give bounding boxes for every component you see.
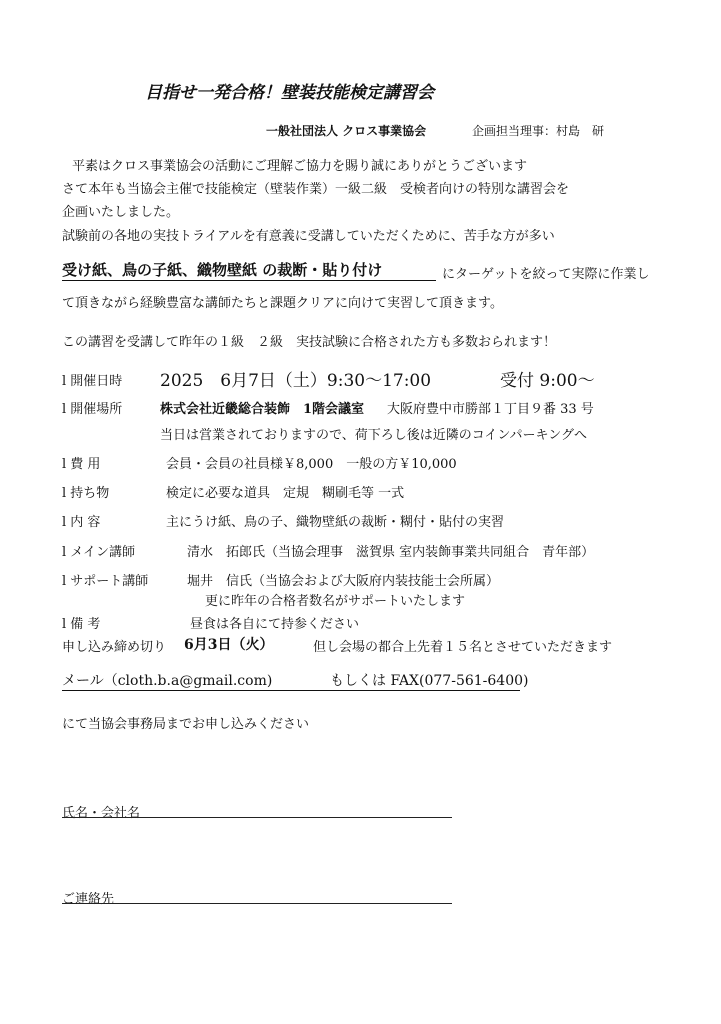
contact-email[interactable]: メール（cloth.b.a@gmail.com) xyxy=(62,670,520,691)
items-label: l 持ち物 xyxy=(62,486,110,501)
highlight-line-2: て頂きながら経験豊富な講師たちと課題クリアに向けて実習して頂きます。 xyxy=(62,296,503,311)
support-instructor-note: 更に昨年の合格者数名がサポートいたします xyxy=(205,594,466,609)
main-instructor-value: 清水 拓郎氏（当協会理事 滋賀県 室内装飾事業共同組合 青年部） xyxy=(187,545,595,560)
support-instructor-label: l サポート講師 xyxy=(62,574,149,589)
intro-line-3: 企画いたしました。 xyxy=(62,205,180,220)
venue-name: 株式会社近畿総合装飾 1階会議室 xyxy=(160,402,365,417)
reception-time: 受付 9:00～ xyxy=(500,371,595,391)
date-value: 2025 6月7日（土）9:30～17:00 xyxy=(160,371,432,391)
contact-instruction: にて当協会事務局までお申し込みください xyxy=(62,717,310,732)
highlight-rest: にターゲットを絞って実際に作業し xyxy=(442,267,650,282)
fee-value: 会員・会員の社員様￥8,000 一般の方￥10,000 xyxy=(166,457,457,472)
date-label: l 開催日時 xyxy=(62,374,123,389)
support-instructor-value: 堀井 信氏（当協会および大阪府内装技能士会所属） xyxy=(187,574,500,589)
name-field[interactable] xyxy=(62,817,452,818)
planner: 企画担当理事：村島 研 xyxy=(472,124,605,138)
fee-label: l 費 用 xyxy=(62,457,101,472)
main-instructor-label: l メイン講師 xyxy=(62,545,136,560)
deadline-note: 但し会場の都合上先着１５名とさせていただきます xyxy=(313,640,613,655)
items-value: 検定に必要な道具 定規 糊刷毛等 一式 xyxy=(166,486,405,501)
intro-line-4: 試験前の各地の実技トライアルを有意義に受講していただくために、苦手な方が多い xyxy=(62,229,555,244)
success-note: この講習を受講して昨年の１級 ２級 実技試験に合格された方も多数おられます！ xyxy=(62,335,557,350)
deadline-label: 申し込み締め切り xyxy=(62,640,167,655)
page-title: 目指せ一発合格！壁装技能検定講習会 xyxy=(145,83,434,103)
venue-note: 当日は営業されておりますので、荷下ろし後は近隣のコインパーキングへ xyxy=(160,428,588,443)
contact-label: ご連絡先 xyxy=(62,892,115,907)
intro-line-1: 平素はクロス事業協会の活動にご理解ご協力を賜り誠にありがとうございます xyxy=(72,159,528,174)
content-value: 主にうけ紙、鳥の子、織物壁紙の裁断・糊付・貼付の実習 xyxy=(166,515,505,530)
contact-field[interactable] xyxy=(62,903,452,904)
deadline-date: 6月3日（火） xyxy=(184,637,274,653)
highlight-emphasis: 受け紙、鳥の子紙、織物壁紙 の裁断・貼り付け xyxy=(62,259,436,281)
content-label: l 内 容 xyxy=(62,515,101,530)
venue-address: 大阪府豊中市勝部１丁目９番 33 号 xyxy=(387,402,594,417)
remarks-label: l 備 考 xyxy=(62,617,101,632)
name-label: 氏名・会社名 xyxy=(62,806,141,821)
contact-fax: もしくは FAX(077-561-6400) xyxy=(330,673,529,689)
org-name: 一般社団法人 クロス事業協会 xyxy=(266,124,427,138)
intro-line-2: さて本年も当協会主催で技能検定（壁装作業）一級二級 受検者向けの特別な講習会を xyxy=(62,182,570,197)
venue-label: l 開催場所 xyxy=(62,402,123,417)
remarks-value: 昼食は各自にて持参ください xyxy=(190,617,360,632)
